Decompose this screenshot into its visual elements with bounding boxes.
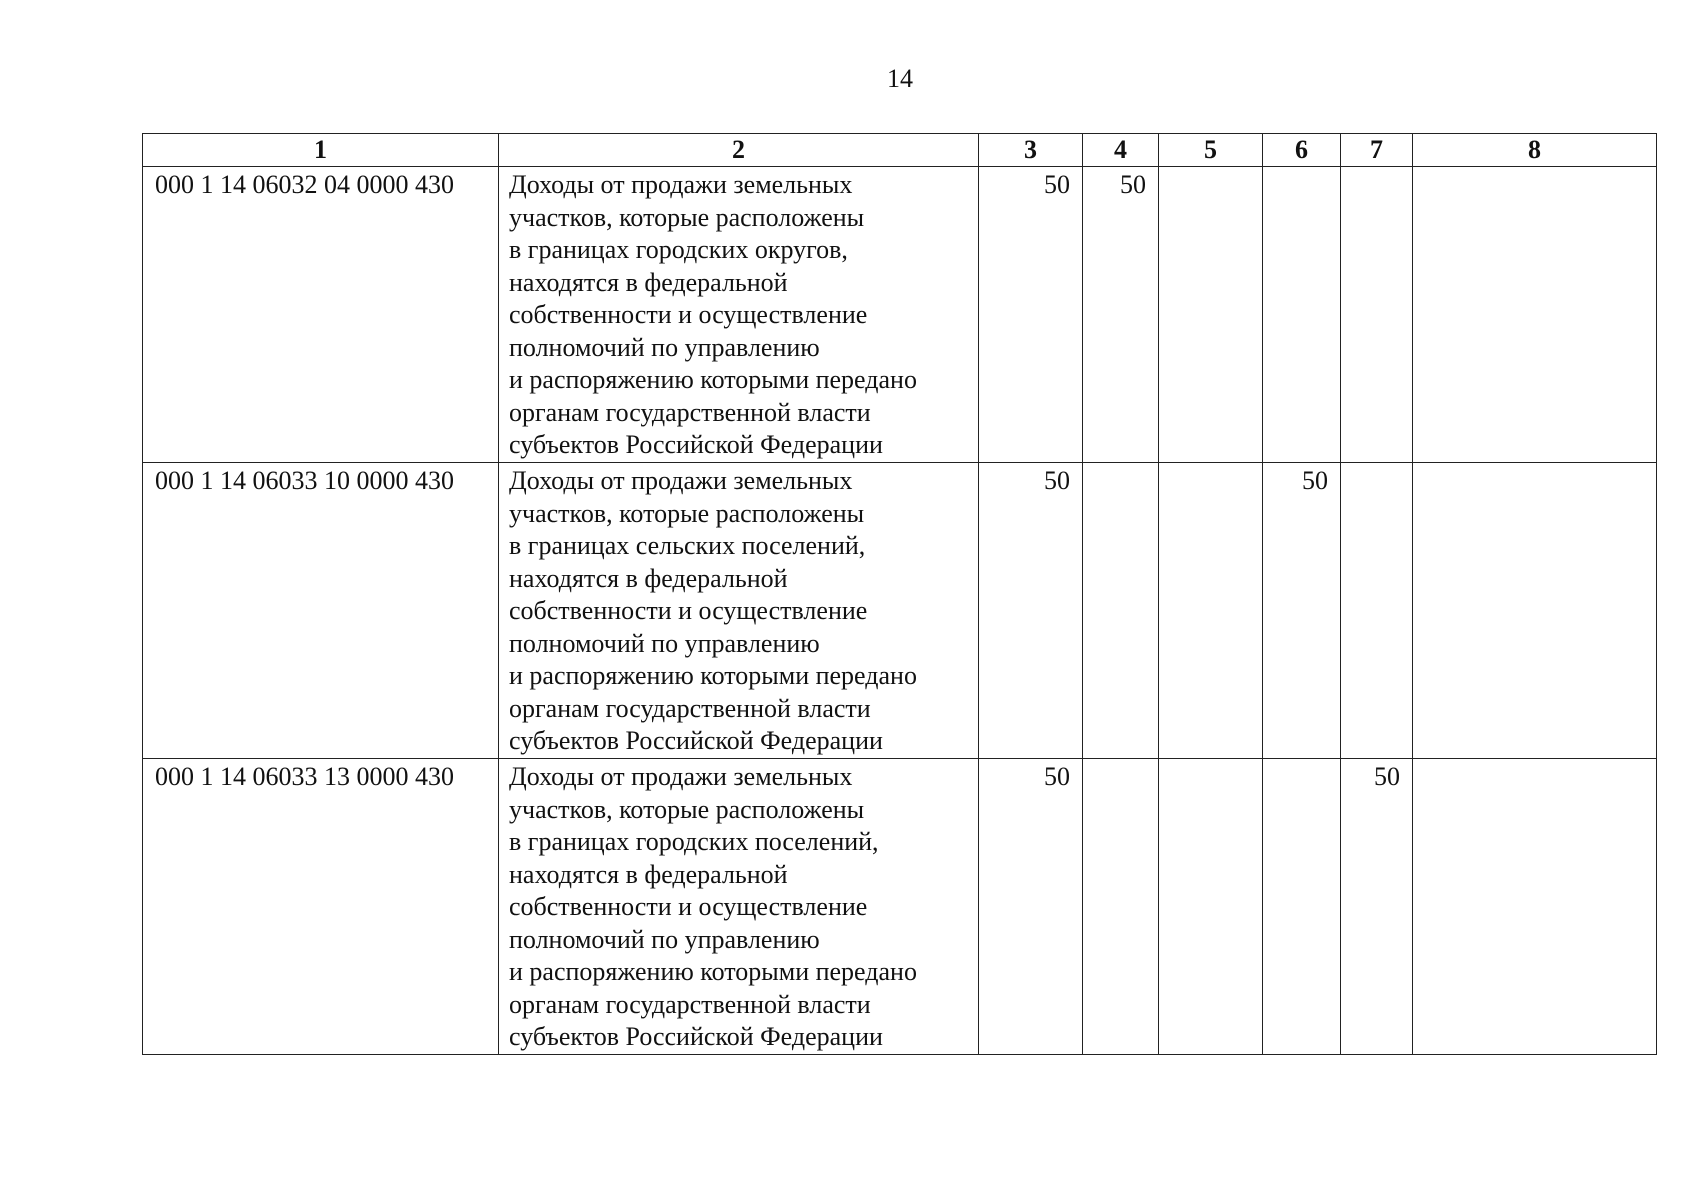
column-header-8: 8 [1413, 134, 1657, 167]
name-line: собственности и осуществление [509, 300, 868, 329]
name-line: находятся в федеральной [509, 267, 788, 297]
name-line: собственности и осуществление [509, 892, 868, 921]
revenue-table [142, 133, 1657, 1055]
value-cell-col3: 50 [979, 759, 1083, 1055]
value-cell-col6 [1263, 759, 1341, 1055]
name-line: и распоряжению которыми передано [509, 365, 917, 394]
name-line: участков, которые расположены [509, 202, 865, 232]
revenue-name-cell [499, 167, 979, 463]
value-cell-col8 [1413, 167, 1657, 463]
name-line: полномочий по управлению [509, 332, 820, 362]
table-row [143, 759, 1657, 1055]
budget-code-cell: 000 1 14 06033 10 0000 430 [143, 463, 499, 759]
value-cell-col8 [1413, 463, 1657, 759]
value-cell-col4: 50 [1083, 167, 1159, 463]
name-line: собственности и осуществление [509, 596, 868, 625]
name-line: и распоряжению которыми передано [509, 661, 917, 690]
name-line: участков, которые расположены [509, 498, 865, 528]
table-header-row [143, 134, 1657, 167]
table-row [143, 463, 1657, 759]
name-line: органам государственной власти [509, 397, 871, 427]
column-header-1: 1 [143, 134, 499, 167]
revenue-name-cell [499, 463, 979, 759]
column-header-3: 3 [979, 134, 1083, 167]
name-line: субъектов Российской Федерации [509, 726, 883, 755]
revenue-name-cell [499, 759, 979, 1055]
name-line: в границах городских поселений, [509, 827, 879, 856]
name-line: в границах сельских поселений, [509, 531, 866, 560]
column-header-2: 2 [499, 134, 979, 167]
value-cell-col4 [1083, 759, 1159, 1055]
name-line: субъектов Российской Федерации [509, 1022, 883, 1051]
name-line: органам государственной власти [509, 693, 871, 723]
column-header-6: 6 [1263, 134, 1341, 167]
page-number: 14 [887, 64, 913, 93]
name-line: находятся в федеральной [509, 859, 788, 889]
name-line: и распоряжению которыми передано [509, 957, 917, 986]
name-line: Доходы от продажи земельных [509, 762, 853, 791]
name-line: Доходы от продажи земельных [509, 170, 853, 199]
value-cell-col5 [1159, 463, 1263, 759]
name-line: органам государственной власти [509, 989, 871, 1019]
value-cell-col3: 50 [979, 167, 1083, 463]
name-line: Доходы от продажи земельных [509, 466, 853, 495]
value-cell-col6 [1263, 167, 1341, 463]
value-cell-col5 [1159, 759, 1263, 1055]
value-cell-col4 [1083, 463, 1159, 759]
value-cell-col7: 50 [1341, 759, 1413, 1055]
name-line: полномочий по управлению [509, 924, 820, 954]
value-cell-col6: 50 [1263, 463, 1341, 759]
value-cell-col5 [1159, 167, 1263, 463]
name-line: находятся в федеральной [509, 563, 788, 593]
name-line: полномочий по управлению [509, 628, 820, 658]
value-cell-col8 [1413, 759, 1657, 1055]
budget-code-cell: 000 1 14 06033 13 0000 430 [143, 759, 499, 1055]
column-header-4: 4 [1083, 134, 1159, 167]
value-cell-col7 [1341, 463, 1413, 759]
value-cell-col3: 50 [979, 463, 1083, 759]
column-header-7: 7 [1341, 134, 1413, 167]
value-cell-col7 [1341, 167, 1413, 463]
name-line: участков, которые расположены [509, 794, 865, 824]
name-line: субъектов Российской Федерации [509, 430, 883, 459]
column-header-5: 5 [1159, 134, 1263, 167]
budget-code-cell: 000 1 14 06032 04 0000 430 [143, 167, 499, 463]
table-row [143, 167, 1657, 463]
name-line: в границах городских округов, [509, 235, 848, 264]
